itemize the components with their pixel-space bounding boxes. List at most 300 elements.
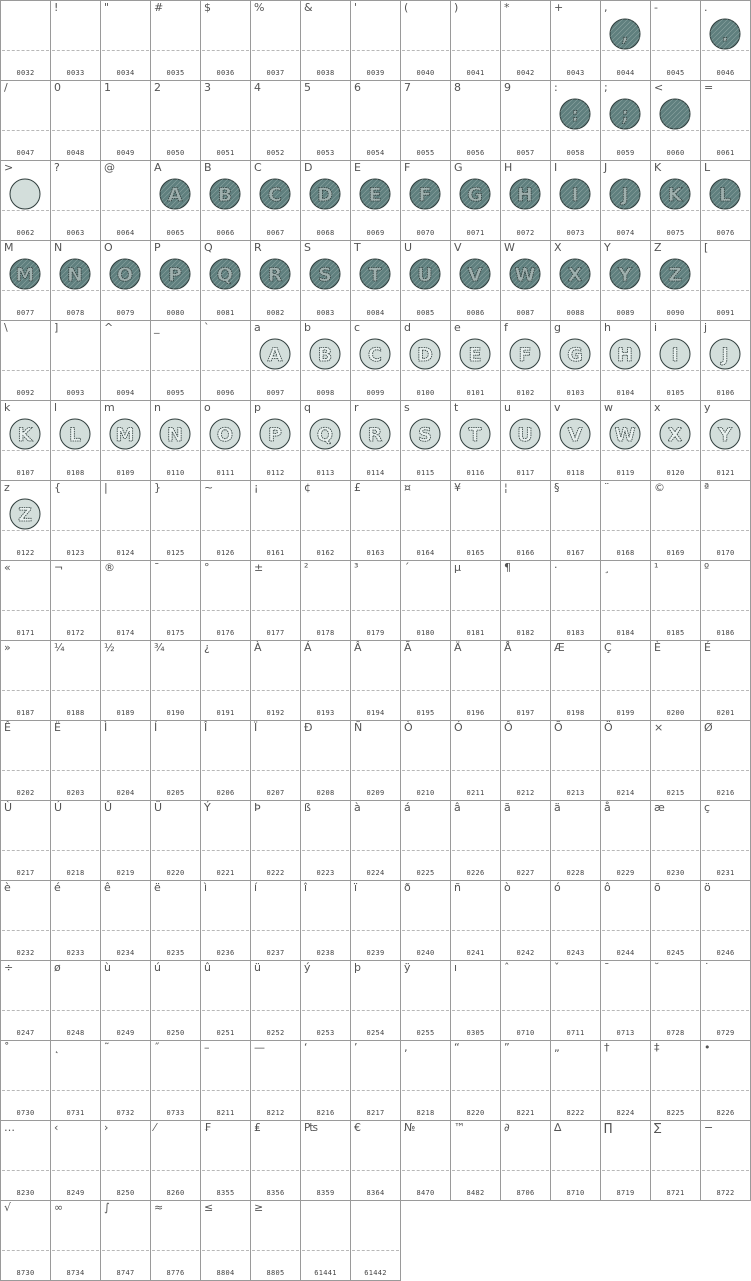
- glyph-code-label: 0209: [366, 789, 385, 797]
- glyph-badge: [609, 418, 641, 450]
- glyph-badge: [709, 178, 741, 210]
- glyph-code-label: 0102: [516, 389, 535, 397]
- glyph-code-label: 0239: [366, 949, 385, 957]
- glyph-char-label: »: [4, 641, 11, 654]
- glyph-cell: [250, 80, 300, 160]
- glyph-cell: [500, 1120, 550, 1200]
- glyph-cell: [300, 400, 350, 480]
- glyph-cell: [500, 0, 550, 80]
- glyph-code-label: 0101: [466, 389, 485, 397]
- glyph-cell: [550, 720, 600, 800]
- baseline-divider: [202, 1010, 249, 1011]
- badge-circle: [660, 99, 690, 129]
- glyph-code-label: 0085: [416, 309, 435, 317]
- glyph-badge: [159, 258, 191, 290]
- glyph-cell: [350, 1120, 400, 1200]
- glyph-code-label: 0126: [216, 549, 235, 557]
- baseline-divider: [352, 1170, 399, 1171]
- glyph-char-label: è: [4, 881, 11, 894]
- glyph-badge: [359, 338, 391, 370]
- glyph-code-label: 0121: [716, 469, 735, 477]
- glyph-code-label: 0201: [716, 709, 735, 717]
- glyph-char-label: ⁄: [154, 1121, 156, 1134]
- glyph-char-label: ,: [604, 1, 608, 14]
- baseline-divider: [402, 1090, 449, 1091]
- glyph-cell: [100, 1200, 150, 1280]
- baseline-divider: [652, 130, 699, 131]
- glyph-code-label: 0205: [166, 789, 185, 797]
- glyph-char-label: A: [154, 161, 162, 174]
- glyph-char-label: ú: [154, 961, 161, 974]
- glyph-cell: [350, 1040, 400, 1120]
- glyph-cell: [450, 0, 500, 80]
- glyph-code-label: 0221: [216, 869, 235, 877]
- glyph-code-label: 0710: [516, 1029, 535, 1037]
- badge-letter: P: [268, 424, 282, 446]
- badge-letter: P: [168, 264, 182, 286]
- glyph-code-label: 0195: [416, 709, 435, 717]
- glyph-char-label: Þ: [254, 801, 261, 814]
- baseline-divider: [502, 1010, 549, 1011]
- glyph-char-label: Á: [304, 641, 312, 654]
- glyph-cell: [350, 880, 400, 960]
- baseline-divider: [402, 290, 449, 291]
- glyph-char-label: ¯: [154, 561, 160, 574]
- glyph-char-label: ð: [404, 881, 411, 894]
- glyph-code-label: 0200: [666, 709, 685, 717]
- glyph-badge: [459, 338, 491, 370]
- baseline-divider: [402, 1010, 449, 1011]
- baseline-divider: [702, 370, 749, 371]
- glyph-code-label: 8364: [366, 1189, 385, 1197]
- glyph-code-label: 0252: [266, 1029, 285, 1037]
- glyph-code-label: 0112: [266, 469, 285, 477]
- glyph-cell: [200, 720, 250, 800]
- baseline-divider: [52, 450, 99, 451]
- glyph-code-label: 0123: [66, 549, 85, 557]
- baseline-divider: [202, 1090, 249, 1091]
- glyph-code-label: 0114: [366, 469, 385, 477]
- glyph-cell: [0, 800, 50, 880]
- glyph-code-label: 0234: [116, 949, 135, 957]
- glyph-cell: [150, 80, 200, 160]
- baseline-divider: [702, 1010, 749, 1011]
- baseline-divider: [152, 130, 199, 131]
- glyph-cell: [200, 560, 250, 640]
- glyph-cell: [400, 1120, 450, 1200]
- glyph-badge: [659, 418, 691, 450]
- baseline-divider: [252, 690, 299, 691]
- glyph-badge: [59, 258, 91, 290]
- glyph-code-label: 0042: [516, 69, 535, 77]
- badge-letter: .: [721, 24, 729, 46]
- glyph-cell: [50, 80, 100, 160]
- baseline-divider: [552, 690, 599, 691]
- glyph-cell: [450, 480, 500, 560]
- glyph-cell: [300, 720, 350, 800]
- baseline-divider: [352, 1250, 399, 1251]
- glyph-code-label: 0065: [166, 229, 185, 237]
- glyph-cell: [650, 880, 700, 960]
- baseline-divider: [152, 1250, 199, 1251]
- glyph-char-label: ₣: [204, 1121, 211, 1134]
- baseline-divider: [152, 1090, 199, 1091]
- glyph-code-label: 0111: [216, 469, 235, 477]
- baseline-divider: [102, 210, 149, 211]
- baseline-divider: [352, 770, 399, 771]
- glyph-cell: [250, 560, 300, 640]
- glyph-char-label: ¢: [304, 481, 311, 494]
- badge-letter: F: [418, 184, 432, 206]
- glyph-code-label: 0214: [616, 789, 635, 797]
- glyph-char-label: :: [554, 81, 558, 94]
- glyph-code-label: 0305: [466, 1029, 485, 1037]
- glyph-code-label: 0249: [116, 1029, 135, 1037]
- baseline-divider: [102, 1010, 149, 1011]
- glyph-char-label: º: [704, 561, 710, 574]
- glyph-char-label: x: [654, 401, 661, 414]
- glyph-cell: [200, 640, 250, 720]
- glyph-cell: [300, 880, 350, 960]
- glyph-char-label: ª: [704, 481, 710, 494]
- glyph-code-label: 0080: [166, 309, 185, 317]
- glyph-char-label: î: [304, 881, 308, 894]
- baseline-divider: [152, 50, 199, 51]
- glyph-code-label: 0208: [316, 789, 335, 797]
- glyph-cell: [650, 560, 700, 640]
- glyph-cell: [350, 240, 400, 320]
- glyph-cell: [250, 0, 300, 80]
- baseline-divider: [202, 1250, 249, 1251]
- glyph-code-label: 8721: [666, 1189, 685, 1197]
- glyph-char-label: ²: [304, 561, 309, 574]
- glyph-code-label: 0187: [16, 709, 35, 717]
- glyph-code-label: 0076: [716, 229, 735, 237]
- glyph-cell: [650, 960, 700, 1040]
- glyph-char-label: ÷: [4, 961, 14, 974]
- glyph-char-label: ±: [254, 561, 264, 574]
- baseline-divider: [502, 450, 549, 451]
- glyph-cell: [0, 240, 50, 320]
- glyph-char-label: Å: [504, 641, 512, 654]
- glyph-code-label: 0181: [466, 629, 485, 637]
- baseline-divider: [502, 770, 549, 771]
- baseline-divider: [702, 530, 749, 531]
- glyph-char-label: ò: [504, 881, 511, 894]
- glyph-code-label: 8747: [116, 1269, 135, 1277]
- glyph-code-label: 0118: [566, 469, 585, 477]
- glyph-cell: [700, 320, 750, 400]
- glyph-cell: [650, 160, 700, 240]
- baseline-divider: [2, 450, 49, 451]
- glyph-code-label: 0194: [366, 709, 385, 717]
- glyph-char-label: à: [354, 801, 361, 814]
- glyph-code-label: 0058: [566, 149, 585, 157]
- baseline-divider: [102, 770, 149, 771]
- glyph-cell: [450, 160, 500, 240]
- baseline-divider: [252, 450, 299, 451]
- glyph-char-label: L: [704, 161, 711, 174]
- glyph-cell: [150, 320, 200, 400]
- glyph-char-label: Ð: [304, 721, 313, 734]
- glyph-cell: [350, 960, 400, 1040]
- glyph-char-label: ‡: [654, 1041, 660, 1054]
- glyph-badge: [559, 178, 591, 210]
- glyph-char-label: ã: [504, 801, 511, 814]
- glyph-cell: [200, 1040, 250, 1120]
- baseline-divider: [352, 930, 399, 931]
- baseline-divider: [702, 130, 749, 131]
- baseline-divider: [352, 690, 399, 691]
- glyph-cell: [150, 1200, 200, 1280]
- glyph-code-label: 0113: [316, 469, 335, 477]
- glyph-cell: [350, 0, 400, 80]
- baseline-divider: [302, 1090, 349, 1091]
- glyph-code-label: 0178: [316, 629, 335, 637]
- glyph-cell: [100, 320, 150, 400]
- glyph-code-label: 0235: [166, 949, 185, 957]
- baseline-divider: [602, 930, 649, 931]
- glyph-cell: [150, 240, 200, 320]
- glyph-char-label: m: [104, 401, 115, 414]
- glyph-code-label: 0062: [16, 229, 35, 237]
- glyph-code-label: 0217: [16, 869, 35, 877]
- glyph-code-label: 0043: [566, 69, 585, 77]
- baseline-divider: [652, 50, 699, 51]
- badge-letter: R: [367, 424, 383, 446]
- glyph-char-label: Ý: [204, 801, 211, 814]
- baseline-divider: [252, 210, 299, 211]
- glyph-char-label: ¶: [504, 561, 511, 574]
- glyph-cell: [500, 1040, 550, 1120]
- glyph-char-label: ´: [404, 561, 410, 574]
- glyph-code-label: 0035: [166, 69, 185, 77]
- glyph-code-label: 0204: [116, 789, 135, 797]
- baseline-divider: [302, 130, 349, 131]
- badge-letter: W: [514, 264, 536, 286]
- baseline-divider: [302, 290, 349, 291]
- glyph-char-label: {: [54, 481, 61, 494]
- baseline-divider: [102, 290, 149, 291]
- glyph-code-label: 0082: [266, 309, 285, 317]
- badge-letter: Q: [316, 424, 334, 446]
- glyph-cell: [50, 560, 100, 640]
- baseline-divider: [702, 50, 749, 51]
- glyph-cell: [500, 560, 550, 640]
- baseline-divider: [352, 210, 399, 211]
- glyph-cell: [100, 560, 150, 640]
- glyph-code-label: 0248: [66, 1029, 85, 1037]
- baseline-divider: [52, 530, 99, 531]
- baseline-divider: [252, 290, 299, 291]
- baseline-divider: [552, 1090, 599, 1091]
- glyph-code-label: 8225: [666, 1109, 685, 1117]
- glyph-cell: [300, 800, 350, 880]
- glyph-badge: [709, 338, 741, 370]
- baseline-divider: [652, 1010, 699, 1011]
- glyph-cell: [50, 1040, 100, 1120]
- glyph-cell: [200, 880, 250, 960]
- glyph-char-label: ∫: [104, 1201, 110, 1214]
- glyph-char-label: .: [704, 1, 708, 14]
- glyph-code-label: 0222: [266, 869, 285, 877]
- baseline-divider: [452, 770, 499, 771]
- glyph-code-label: 0091: [716, 309, 735, 317]
- glyph-badge: [459, 178, 491, 210]
- glyph-char-label: ∞: [54, 1201, 64, 1214]
- glyph-code-label: 0037: [266, 69, 285, 77]
- glyph-code-label: 0075: [666, 229, 685, 237]
- glyph-cell: [650, 480, 700, 560]
- glyph-cell: [350, 400, 400, 480]
- badge-letter: D: [417, 344, 433, 366]
- baseline-divider: [452, 850, 499, 851]
- glyph-cell: [550, 1120, 600, 1200]
- baseline-divider: [702, 1090, 749, 1091]
- glyph-badge: [159, 418, 191, 450]
- badge-letter: H: [517, 184, 533, 206]
- glyph-cell: [500, 800, 550, 880]
- glyph-char-label: ?: [54, 161, 60, 174]
- glyph-char-label: ¨: [604, 481, 610, 494]
- glyph-badge: [359, 418, 391, 450]
- glyph-code-label: 0238: [316, 949, 335, 957]
- baseline-divider: [52, 130, 99, 131]
- glyph-cell: [450, 240, 500, 320]
- glyph-char-label: å: [604, 801, 611, 814]
- glyph-cell: [350, 1200, 400, 1280]
- baseline-divider: [702, 770, 749, 771]
- glyph-code-label: 0176: [216, 629, 235, 637]
- glyph-cell: [300, 80, 350, 160]
- baseline-divider: [202, 610, 249, 611]
- baseline-divider: [152, 850, 199, 851]
- glyph-badge: [9, 498, 41, 530]
- baseline-divider: [652, 450, 699, 451]
- glyph-code-label: 0095: [166, 389, 185, 397]
- baseline-divider: [52, 290, 99, 291]
- glyph-code-label: 8356: [266, 1189, 285, 1197]
- glyph-cell: [450, 960, 500, 1040]
- glyph-code-label: 0050: [166, 149, 185, 157]
- glyph-char-label: Ú: [54, 801, 63, 814]
- glyph-cell: [100, 1040, 150, 1120]
- glyph-code-label: 0039: [366, 69, 385, 77]
- glyph-cell: [500, 400, 550, 480]
- baseline-divider: [2, 930, 49, 931]
- badge-letter: O: [216, 424, 234, 446]
- glyph-char-label: ˘: [654, 961, 660, 974]
- baseline-divider: [452, 1170, 499, 1171]
- badge-letter: C: [268, 184, 282, 206]
- glyph-char-label: Ê: [4, 721, 11, 734]
- baseline-divider: [652, 290, 699, 291]
- glyph-cell: [400, 720, 450, 800]
- glyph-char-label: [: [704, 241, 709, 254]
- baseline-divider: [252, 1170, 299, 1171]
- glyph-char-label: ~: [204, 481, 214, 494]
- baseline-divider: [602, 450, 649, 451]
- glyph-cell: [600, 560, 650, 640]
- glyph-code-label: 8722: [716, 1189, 735, 1197]
- glyph-cell: [200, 160, 250, 240]
- glyph-char-label: 5: [304, 81, 311, 94]
- glyph-char-label: €: [354, 1121, 361, 1134]
- glyph-char-label: Õ: [554, 721, 563, 734]
- glyph-code-label: 0097: [266, 389, 285, 397]
- glyph-char-label: Ò: [404, 721, 413, 734]
- glyph-code-label: 8805: [266, 1269, 285, 1277]
- badge-letter: D: [317, 184, 333, 206]
- baseline-divider: [652, 1170, 699, 1171]
- glyph-cell: [700, 480, 750, 560]
- baseline-divider: [452, 1090, 499, 1091]
- baseline-divider: [152, 210, 199, 211]
- baseline-divider: [452, 130, 499, 131]
- glyph-char-label: Ø: [704, 721, 713, 734]
- glyph-cell: [0, 400, 50, 480]
- glyph-cell: [650, 1040, 700, 1120]
- glyph-code-label: 0105: [666, 389, 685, 397]
- glyph-cell: [250, 240, 300, 320]
- glyph-code-label: 0186: [716, 629, 735, 637]
- glyph-code-label: 0036: [216, 69, 235, 77]
- badge-letter: U: [517, 424, 533, 446]
- glyph-cell: [550, 800, 600, 880]
- baseline-divider: [602, 210, 649, 211]
- badge-letter: X: [667, 424, 683, 446]
- glyph-code-label: 0162: [316, 549, 335, 557]
- glyph-char-label: È: [654, 641, 661, 654]
- baseline-divider: [552, 1170, 599, 1171]
- glyph-char-label: ß: [304, 801, 311, 814]
- baseline-divider: [502, 1090, 549, 1091]
- glyph-char-label: }: [154, 481, 161, 494]
- baseline-divider: [502, 690, 549, 691]
- glyph-char-label: ¹: [654, 561, 659, 574]
- grid-border-last-row-right: [400, 1200, 401, 1281]
- glyph-cell: [150, 160, 200, 240]
- badge-letter: L: [68, 424, 82, 446]
- glyph-char-label: p: [254, 401, 261, 414]
- glyph-char-label: b: [304, 321, 311, 334]
- glyph-char-label: i: [654, 321, 658, 334]
- glyph-cell: [200, 400, 250, 480]
- badge-letter: ,: [621, 24, 629, 46]
- glyph-char-label: ¼: [54, 641, 65, 654]
- glyph-badge: [559, 98, 591, 130]
- glyph-char-label: ¥: [454, 481, 461, 494]
- glyph-cell: [300, 1040, 350, 1120]
- glyph-cell: [100, 960, 150, 1040]
- glyph-code-label: 0064: [116, 229, 135, 237]
- glyph-cell: [700, 1120, 750, 1200]
- baseline-divider: [302, 850, 349, 851]
- glyph-cell: [300, 640, 350, 720]
- glyph-char-label: Ó: [454, 721, 463, 734]
- glyph-badge: [509, 338, 541, 370]
- glyph-char-label: F: [404, 161, 411, 174]
- glyph-code-label: 0218: [66, 869, 85, 877]
- glyph-char-label: 9: [504, 81, 511, 94]
- glyph-char-label: g: [554, 321, 561, 334]
- baseline-divider: [52, 210, 99, 211]
- glyph-cell: [600, 0, 650, 80]
- glyph-char-label: •: [704, 1041, 711, 1054]
- glyph-cell: [150, 720, 200, 800]
- baseline-divider: [552, 50, 599, 51]
- glyph-char-label: √: [4, 1201, 12, 1214]
